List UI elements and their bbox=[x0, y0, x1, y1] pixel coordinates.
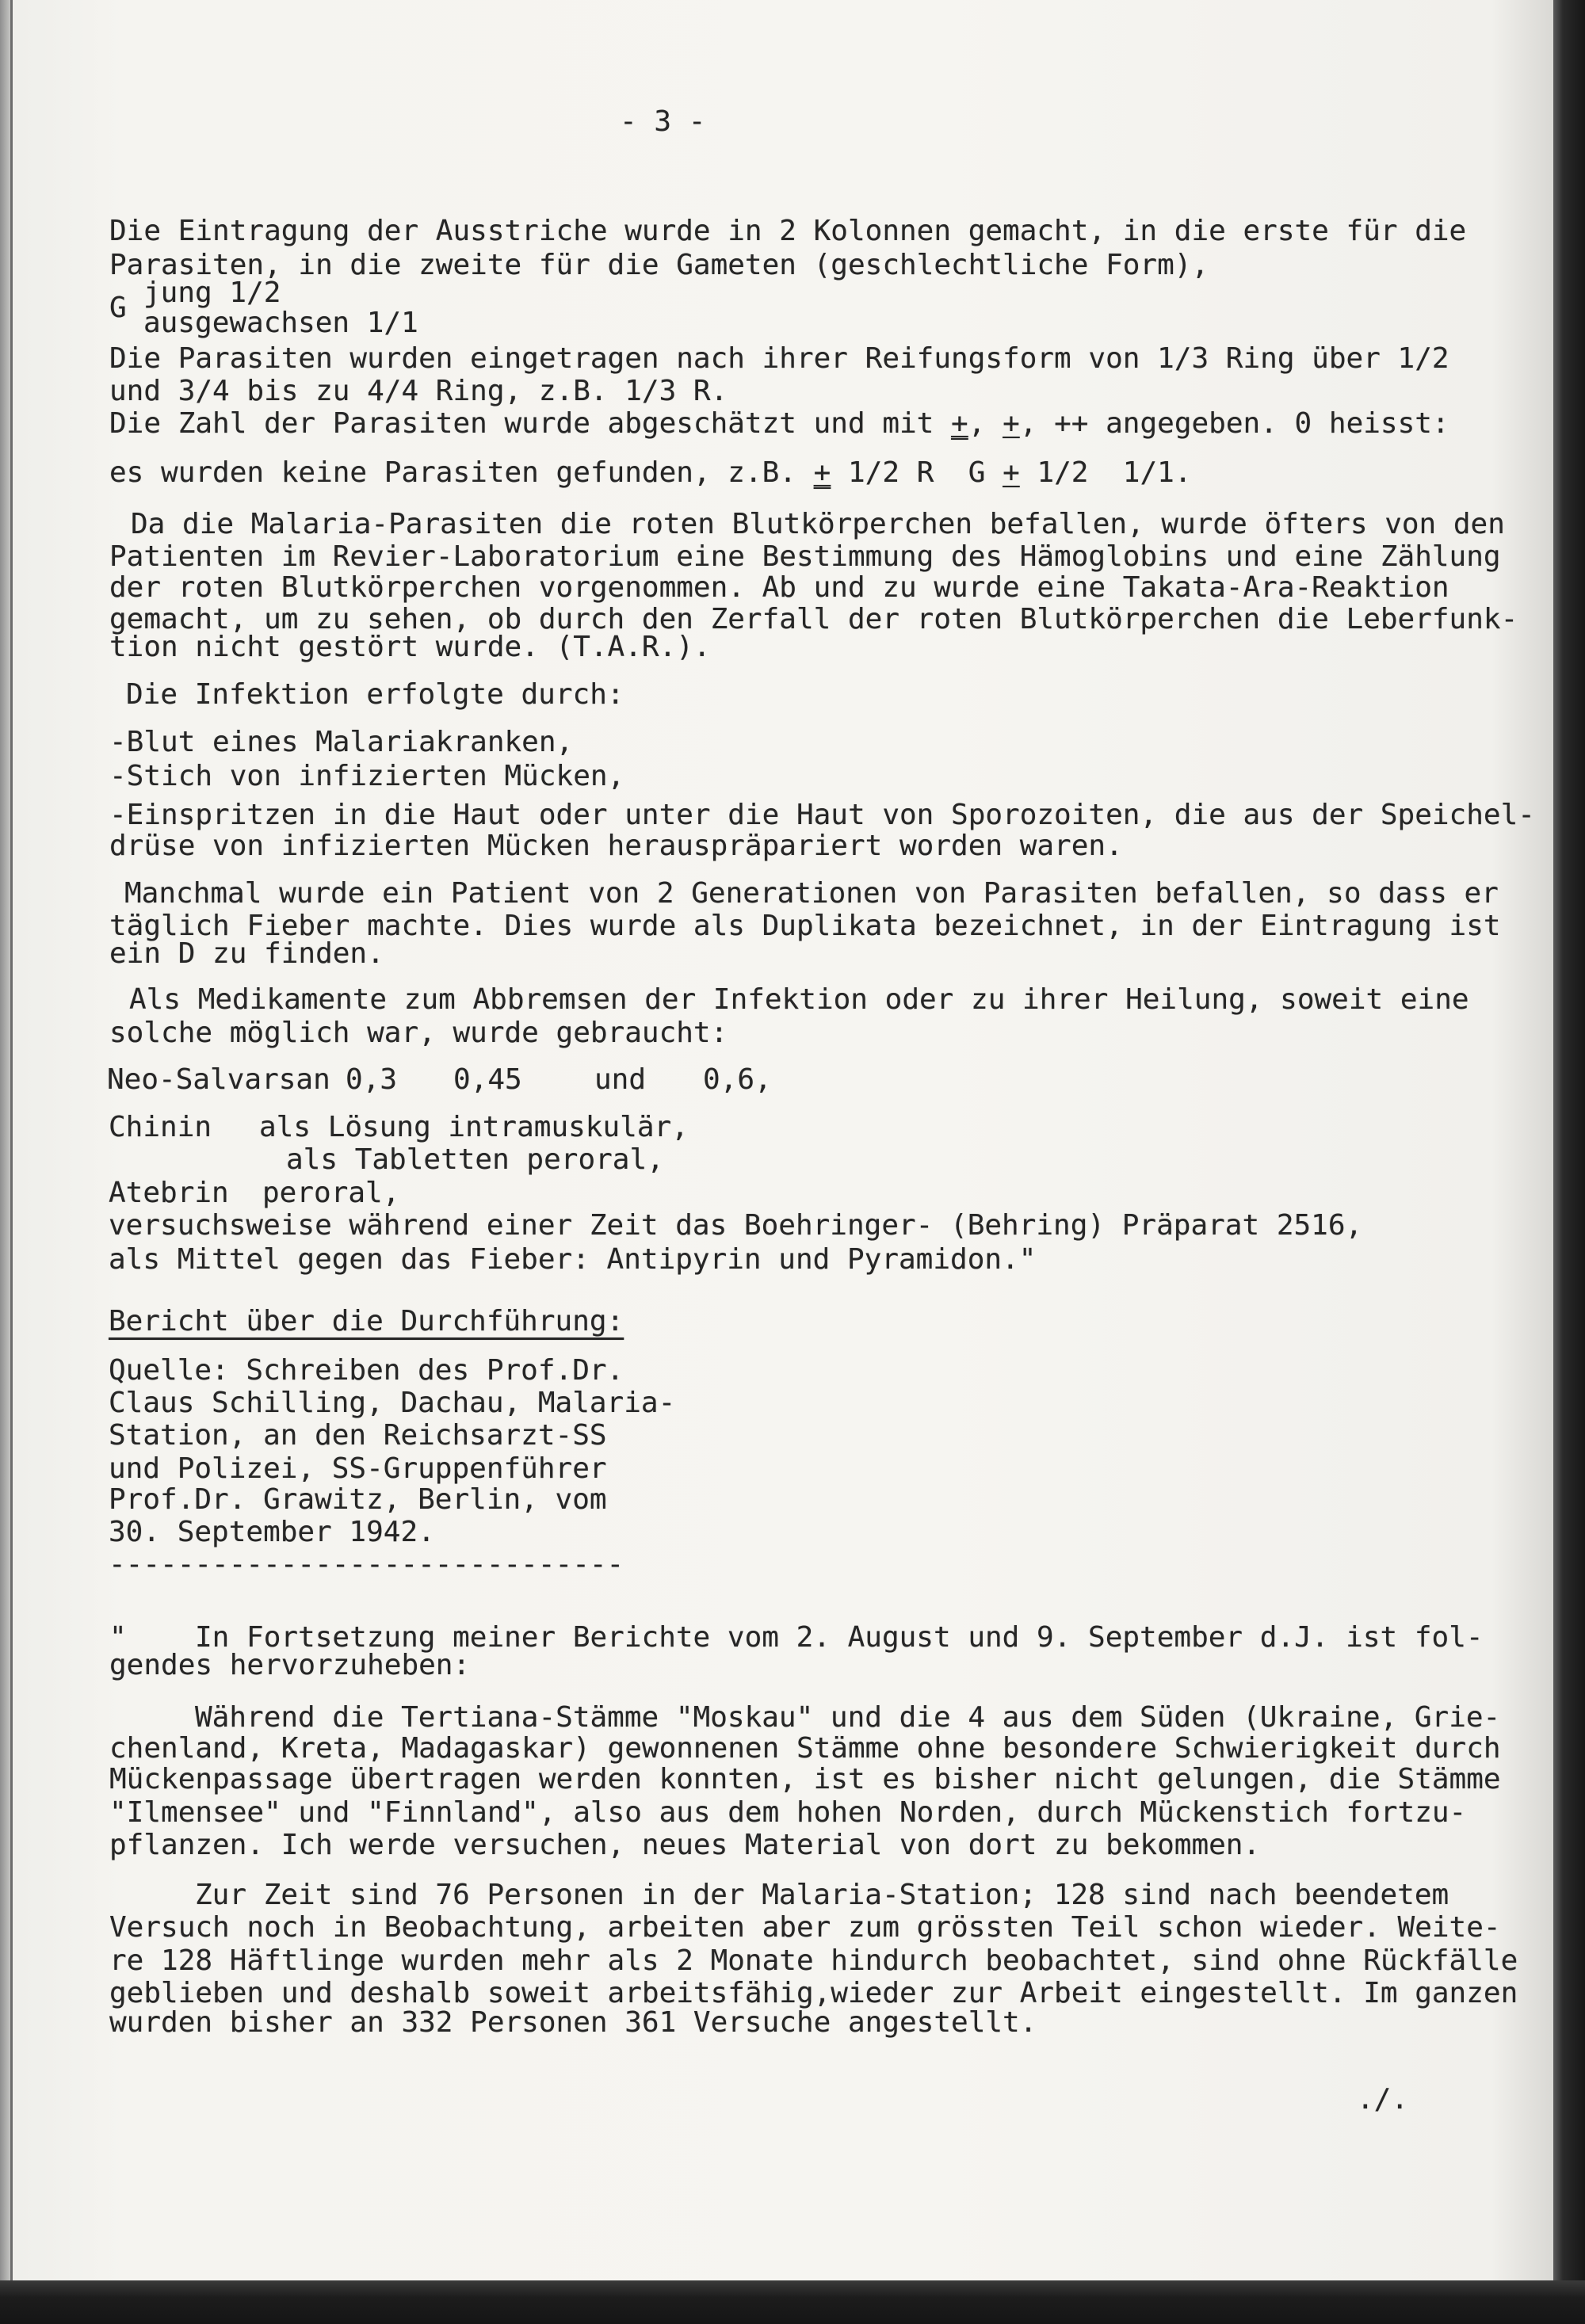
letter-status-line-1: Zur Zeit sind 76 Personen in der Malaria-Station; 128 sind nach beendetem bbox=[195, 1879, 1449, 1911]
count-example-text: es wurden keine Parasiten gefunden, z.B. bbox=[109, 456, 814, 489]
page-number: - 3 - bbox=[620, 105, 706, 138]
scanner-bottom-edge bbox=[0, 2280, 1585, 2324]
ring-forms-line-1: Die Parasiten wurden eingetragen nach ihrer Reifungsform von 1/3 Ring über 1/2 bbox=[109, 342, 1449, 375]
letter-strains-line-3: Mückenpassage übertragen werden konnten, ist es bisher nicht gelungen, die Stämme bbox=[109, 1763, 1501, 1795]
atebrin-route: peroral, bbox=[262, 1177, 400, 1209]
gamete-young: jung 1/2 bbox=[143, 277, 281, 309]
gamete-label: G bbox=[109, 292, 127, 324]
chinin-route-2: als Tabletten peroral, bbox=[286, 1143, 664, 1176]
letter-status-line-3: re 128 Häftlinge wurden mehr als 2 Monate hindurch beobachtet, sind ohne Rückfälle bbox=[109, 1944, 1518, 1977]
neo-salvarsan-name: Neo-Salvarsan bbox=[107, 1063, 330, 1096]
duplicate-line-2: täglich Fieber machte. Dies wurde als Duplikata bezeichnet, in der Eintragung ist bbox=[109, 910, 1501, 942]
example-mark-underlined: + bbox=[1003, 456, 1020, 489]
letter-opening-quote: " bbox=[109, 1621, 127, 1654]
page-left-edge bbox=[0, 0, 13, 2280]
source-line-4: und Polizei, SS-Gruppenführer bbox=[109, 1452, 607, 1485]
source-line-6: 30. September 1942. bbox=[109, 1516, 435, 1548]
infection-line-3: -Einspritzen in die Haut oder unter die Haut von Sporozoiten, die aus der Speichel- bbox=[109, 799, 1535, 831]
letter-opening-line-2: gendes hervorzuheben: bbox=[109, 1649, 471, 1681]
count-mark-double-underlined: + bbox=[951, 407, 968, 440]
count-scale-text: Die Zahl der Parasiten wurde abgeschätzt und mit bbox=[109, 407, 952, 440]
chinin-name: Chinin bbox=[109, 1111, 212, 1143]
duplicate-line-1: Manchmal wurde ein Patient von 2 Generationen von Parasiten befallen, so dass er bbox=[124, 877, 1499, 910]
neo-salvarsan-dose-3: 0,6, bbox=[703, 1063, 772, 1096]
continuation-mark: ./. bbox=[1357, 2083, 1409, 2116]
blood-tests-line-4: gemacht, um zu sehen, ob durch den Zerfall der roten Blutkörperchen die Leberfunk- bbox=[109, 603, 1518, 635]
letter-strains-line-1: Während die Tertiana-Stämme "Moskau" und die 4 aus dem Süden (Ukraine, Grie- bbox=[195, 1701, 1501, 1734]
count-mark-underlined: + bbox=[1003, 407, 1020, 440]
count-example-rest: 1/2 1/1. bbox=[1019, 456, 1192, 489]
blood-tests-line-2: Patienten im Revier-Laboratorium eine Bestimmung des Hämoglobins und eine Zählung bbox=[109, 540, 1501, 573]
count-scale-line bbox=[109, 408, 1449, 440]
scanner-right-edge bbox=[1553, 0, 1585, 2324]
blood-tests-line-1: Da die Malaria-Parasiten die roten Blutkörperchen befallen, wurde öfters von den bbox=[131, 508, 1505, 540]
letter-strains-line-4: "Ilmensee" und "Finnland", also aus dem hohen Norden, durch Mückenstich fortzu- bbox=[109, 1796, 1467, 1829]
blood-tests-line-5: tion nicht gestört wurde. (T.A.R.). bbox=[109, 631, 711, 663]
source-line-1: Quelle: Schreiben des Prof.Dr. bbox=[109, 1354, 624, 1387]
infection-line-2: -Stich von infizierten Mücken, bbox=[109, 760, 625, 792]
neo-salvarsan-dose-1: 0,3 bbox=[346, 1063, 398, 1096]
example-mark-double-underlined: + bbox=[813, 456, 831, 489]
count-scale-rest: , ++ angegeben. 0 heisst: bbox=[1019, 407, 1449, 440]
letter-status-line-5: wurden bisher an 332 Personen 361 Versuche angestellt. bbox=[109, 2006, 1037, 2039]
source-dash-rule: ------------------------------ bbox=[109, 1548, 624, 1581]
letter-strains-line-2: chenland, Kreta, Madagaskar) gewonnenen Stämme ohne besondere Schwierigkeit durch bbox=[109, 1732, 1501, 1765]
atebrin-name: Atebrin bbox=[109, 1177, 229, 1209]
infection-line-1: -Blut eines Malariakranken, bbox=[109, 726, 574, 758]
medication-intro-line-1: Als Medikamente zum Abbremsen der Infektion oder zu ihrer Heilung, soweit eine bbox=[129, 983, 1469, 1016]
neo-salvarsan-conjunction: und bbox=[594, 1063, 647, 1096]
source-line-3: Station, an den Reichsarzt-SS bbox=[109, 1419, 607, 1452]
infection-heading: Die Infektion erfolgte durch: bbox=[126, 678, 624, 711]
infection-line-4: drüse von infizierten Mücken herauspräpariert worden waren. bbox=[109, 830, 1123, 862]
count-scale-separator: , bbox=[968, 407, 1003, 440]
letter-status-line-4: geblieben und deshalb soweit arbeitsfähig,wieder zur Arbeit eingestellt. Im ganzen bbox=[109, 1977, 1518, 2009]
gamete-grown: ausgewachsen 1/1 bbox=[143, 307, 418, 339]
medication-trial-line: versuchsweise während einer Zeit das Boehringer- (Behring) Präparat 2516, bbox=[109, 1209, 1363, 1242]
source-line-2: Claus Schilling, Dachau, Malaria- bbox=[109, 1387, 676, 1419]
letter-strains-line-5: pflanzen. Ich werde versuchen, neues Material von dort zu bekommen. bbox=[109, 1829, 1261, 1861]
ring-forms-line-2: und 3/4 bis zu 4/4 Ring, z.B. 1/3 R. bbox=[109, 375, 728, 407]
blood-tests-line-3: der roten Blutkörperchen vorgenommen. Ab und zu wurde eine Takata-Ara-Reaktion bbox=[109, 571, 1449, 604]
chinin-route-1: als Lösung intramuskulär, bbox=[259, 1111, 689, 1143]
intro-line-2: Parasiten, in die zweite für die Gameten (geschlechtliche Form), bbox=[109, 249, 1209, 281]
duplicate-line-3: ein D zu finden. bbox=[109, 937, 384, 970]
count-example-middle: 1/2 R G bbox=[831, 456, 1003, 489]
medication-antipyretics-line: als Mittel gegen das Fieber: Antipyrin und Pyramidon." bbox=[109, 1243, 1037, 1276]
source-line-5: Prof.Dr. Grawitz, Berlin, vom bbox=[109, 1483, 607, 1516]
medication-intro-line-2: solche möglich war, wurde gebraucht: bbox=[109, 1017, 728, 1049]
report-heading: Bericht über die Durchführung: bbox=[109, 1305, 624, 1338]
neo-salvarsan-dose-2: 0,45 bbox=[453, 1063, 522, 1096]
count-example-line bbox=[109, 457, 1192, 489]
letter-opening-line-1: In Fortsetzung meiner Berichte vom 2. August und 9. September d.J. ist fol- bbox=[195, 1621, 1484, 1654]
letter-status-line-2: Versuch noch in Beobachtung, arbeiten aber zum grössten Teil schon wieder. Weite- bbox=[109, 1911, 1501, 1944]
intro-line-1: Die Eintragung der Ausstriche wurde in 2 Kolonnen gemacht, in die erste für die bbox=[109, 215, 1467, 247]
